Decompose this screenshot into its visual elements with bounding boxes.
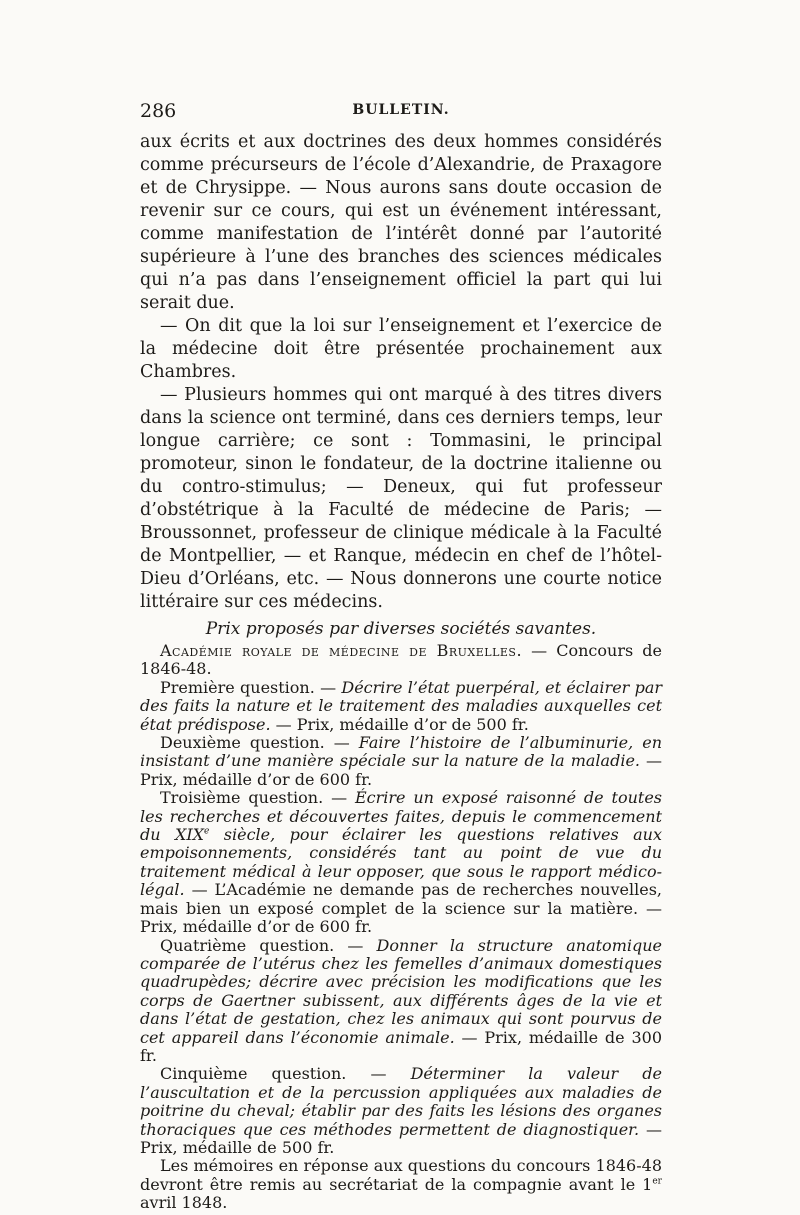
question-text: Faire l’histoire de l’albuminurie, en insistant d’une manière spéciale sur la nature de la maladie.: [140, 733, 663, 771]
question-text-part: siècle, pour éclairer les questions relatives aux empoisonnements, considérés tant au point de vue du traitement médical à leur opposer, que sous le rapport médico-légal.: [140, 825, 663, 900]
question-text: Donner la structure anatomique comparée de l’utérus chez les femelles d’animaux domestiques quadrupèdes; décrire avec précision les modifications que les corps de Gaertner subissent, aux différents âges de la vie et dans l’état de gestation, chez les animaux qui sont pourvus de cet appareil dans l’économie animale.: [140, 935, 662, 1047]
paragraph-course: aux écrits et aux doctrines des deux hommes considérés comme précurseurs de l’école d’Alexandrie, de Praxagore et de Chrysippe. — Nous aurons sans doute occasion de revenir sur ce cours, qui est un événement intéressant, comme manifestation de l’intérêt donné par l’autorité supérieure à l’une des branches des sciences médicales qui n’a pas dans l’enseignement officiel la part qui lui serait due.: [140, 132, 662, 313]
question-label: Deuxième question. —: [160, 733, 359, 753]
question-prize: — Prix, médaille d’or de 600 fr.: [140, 751, 662, 789]
section-title: Prix proposés par diverses sociétés savantes.: [205, 619, 597, 639]
question-label: Cinquième question. —: [160, 1064, 411, 1084]
question-text: Décrire l’état puerpéral, et éclairer par des faits la nature et le traitement des maladies auxquelles cet état prédispose.: [140, 677, 663, 734]
question-2: [140, 734, 662, 789]
closing-end: avril 1848.: [140, 1193, 228, 1213]
question-label: Première question. —: [160, 677, 342, 697]
academy-name: Académie royale de médecine de Bruxelles.: [160, 641, 523, 660]
question-prize: — Prix, médaille d’or de 500 fr.: [270, 714, 529, 734]
question-3: [140, 789, 662, 936]
question-prize: — L’Académie ne demande pas de recherches nouvelles, mais bien un exposé complet de la science sur la matière. — Prix, médaille d’or de 600 fr.: [140, 880, 662, 937]
page-number: 286: [140, 100, 177, 122]
running-title: BULLETIN.: [352, 102, 450, 118]
question-label: Quatrième question. —: [160, 935, 377, 955]
question-label: Troisième question. —: [160, 788, 355, 808]
paragraph-law: — On dit que la loi sur l’enseignement et l’exercice de la médecine doit être présentée prochainement aux Chambres.: [140, 316, 662, 382]
page-header: [140, 100, 662, 124]
page-body: [140, 131, 662, 1213]
question-1: [140, 679, 662, 734]
academy-contest: — Concours de 1846-48.: [140, 641, 662, 679]
academy-heading: [140, 642, 662, 679]
question-prize: — Prix, médaille de 300 fr.: [140, 1027, 663, 1065]
paragraph-obituaries: — Plusieurs hommes qui ont marqué à des titres divers dans la science ont terminé, dans ces derniers temps, leur longue carrière; ce sont : Tommasini, le principal promoteur, sinon le fondateur, de la doctrine italienne ou du contro-stimulus; — Deneux, qui fut professeur d’obstétrique à la Faculté de médecine de Paris; — Broussonnet, professeur de clinique médicale à la Faculté de Montpellier, — et Ranque, médecin en chef de l’hôtel-Dieu d’Orléans, etc. — Nous donnerons une courte notice littéraire sur ces médecins.: [140, 385, 662, 612]
closing-text: Les mémoires en réponse aux questions du concours 1846-48 devront être remis au secrétariat de la compagnie avant le 1: [140, 1156, 662, 1194]
closing-paragraph: [140, 1157, 662, 1212]
superscript: e: [204, 826, 210, 837]
question-5: [140, 1065, 662, 1157]
question-4: [140, 937, 662, 1066]
question-text: Déterminer la valeur de l’auscultation et de la percussion appliquées aux maladies de poitrine du cheval; établir par des faits les lésions des organes thoraciques que ces méthodes permettent de diagnostiquer.: [140, 1064, 662, 1139]
question-prize: — Prix, médaille de 500 fr.: [140, 1119, 663, 1157]
superscript: er: [652, 1176, 662, 1187]
question-text-part: Écrire un exposé raisonné de toutes les recherches et découvertes faites, depuis le commencement du XIX: [140, 788, 662, 845]
